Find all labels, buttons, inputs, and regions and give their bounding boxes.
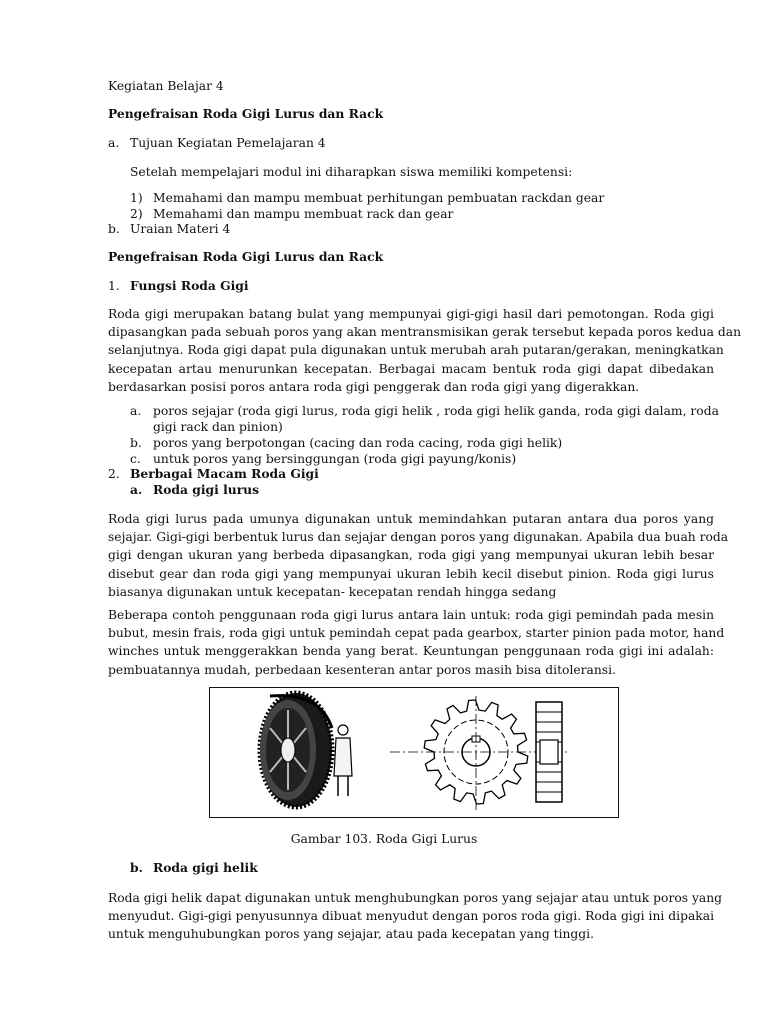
list-item: untuk poros yang bersinggungan (roda gigi payung/konis) xyxy=(153,452,517,466)
figure-caption: Gambar 103. Roda Gigi Lurus xyxy=(290,832,478,846)
paragraph-line: disebut gear dan roda gigi yang mempunyai ukuran lebih kecil disebut pinion. Roda gigi lurus xyxy=(108,566,714,581)
objective-number: 2) xyxy=(130,207,143,221)
paragraph-line: Roda gigi helik dapat digunakan untuk menghubungkan poros yang sejajar atau untuk poros yang xyxy=(108,891,723,905)
kegiatan-label: Kegiatan Belajar 4 xyxy=(108,79,224,93)
macam-heading: Berbagai Macam Roda Gigi xyxy=(130,466,319,481)
paragraph-line: berdasarkan posisi poros antara roda gigi penggerak dan roda gigi yang digerakkan. xyxy=(108,379,640,394)
paragraph-line: biasanya digunakan untuk kecepatan- kecepatan rendah hingga sedang xyxy=(108,584,557,599)
section-a-heading: Tujuan Kegiatan Pemelajaran 4 xyxy=(130,136,326,150)
paragraph-line: dipasangkan pada sebuah poros yang akan mentransmisikan gerak tersebut kepada poros kedua dan xyxy=(108,325,742,340)
section-a-label: a. xyxy=(108,136,120,150)
paragraph-line: winches untuk menggerakkan benda yang berat. Keuntungan penggunaan roda gigi ini adalah: xyxy=(108,644,714,659)
fungsi-paragraph xyxy=(108,305,742,396)
paragraph-line: sejajar. Gigi-gigi berbentuk lurus dan sejajar dengan poros yang digunakan. Apabila dua buah roda xyxy=(108,530,729,545)
list-item-continuation: gigi rack dan pinion) xyxy=(153,420,283,434)
subheading-helik: Roda gigi helik xyxy=(153,860,258,875)
subheading-label: a. xyxy=(130,482,143,497)
list-label: c. xyxy=(130,452,141,466)
spur-gear-illustration xyxy=(210,688,618,817)
lurus-paragraph-2 xyxy=(108,606,725,679)
helik-paragraph xyxy=(108,889,723,944)
paragraph-line: kecepatan artau menurunkan kecepatan. Berbagai macam bentuk roda gigi dapat dibedakan xyxy=(108,361,714,376)
objective-text: Memahami dan mampu membuat rack dan gear xyxy=(153,207,454,221)
section-subtitle: Pengefraisan Roda Gigi Lurus dan Rack xyxy=(108,249,384,264)
heading-number: 1. xyxy=(108,279,120,293)
heading-number: 2. xyxy=(108,467,120,481)
paragraph-line: untuk menguhubungkan poros yang sejajar, atau pada kecepatan yang tinggi. xyxy=(108,927,595,942)
subheading-lurus: Roda gigi lurus xyxy=(153,482,260,497)
lurus-paragraph-1 xyxy=(108,510,729,601)
section-a-intro: Setelah mempelajari modul ini diharapkan siswa memiliki kompetensi: xyxy=(130,165,573,179)
person-scale-figure xyxy=(334,725,352,796)
section-b-label: b. xyxy=(108,222,120,236)
subheading-label: b. xyxy=(130,860,143,875)
list-item: poros yang berpotongan (cacing dan roda cacing, roda gigi helik) xyxy=(153,436,563,450)
list-label: b. xyxy=(130,436,142,450)
list-label: a. xyxy=(130,404,142,418)
spur-gear-figure xyxy=(209,687,619,818)
paragraph-line: Beberapa contoh penggunaan roda gigi lurus antara lain untuk: roda gigi pemindah pada mesin xyxy=(108,608,714,622)
objective-number: 1) xyxy=(130,191,143,205)
fungsi-heading: Fungsi Roda Gigi xyxy=(130,278,249,293)
paragraph-line: selanjutnya. Roda gigi dapat pula digunakan untuk merubah arah putaran/gerakan, meningkatkan xyxy=(108,343,724,358)
paragraph-line: pembuatannya mudah, perbedaan kesenteran antar poros masih bisa ditoleransi. xyxy=(108,662,616,677)
paragraph-line: menyudut. Gigi-gigi penyusunnya dibuat menyudut dengan poros roda gigi. Roda gigi ini dipakai xyxy=(108,909,714,924)
list-item: poros sejajar (roda gigi lurus, roda gigi helik , roda gigi helik ganda, roda gigi dalam, roda xyxy=(153,404,719,418)
gear-side-view xyxy=(536,702,562,802)
section-b-heading: Uraian Materi 4 xyxy=(130,222,231,236)
paragraph-line: Roda gigi merupakan batang bulat yang mempunyai gigi-gigi hasil dari pemotongan. Roda gigi xyxy=(108,307,714,321)
paragraph-line: Roda gigi lurus pada umunya digunakan untuk memindahkan putaran antara dua poros yang xyxy=(108,512,714,526)
objective-text: Memahami dan mampu membuat perhitungan pembuatan rackdan gear xyxy=(153,191,605,205)
paragraph-line: bubut, mesin frais, roda gigi untuk pemindah cepat pada gearbox, starter pinion pada motor, hand xyxy=(108,626,725,641)
page-title: Pengefraisan Roda Gigi Lurus dan Rack xyxy=(108,106,384,121)
paragraph-line: gigi dengan ukuran yang berbeda dipasangkan, roda gigi yang mempunyai ukuran lebih besar xyxy=(108,548,714,563)
large-gear-wheel xyxy=(260,693,332,807)
